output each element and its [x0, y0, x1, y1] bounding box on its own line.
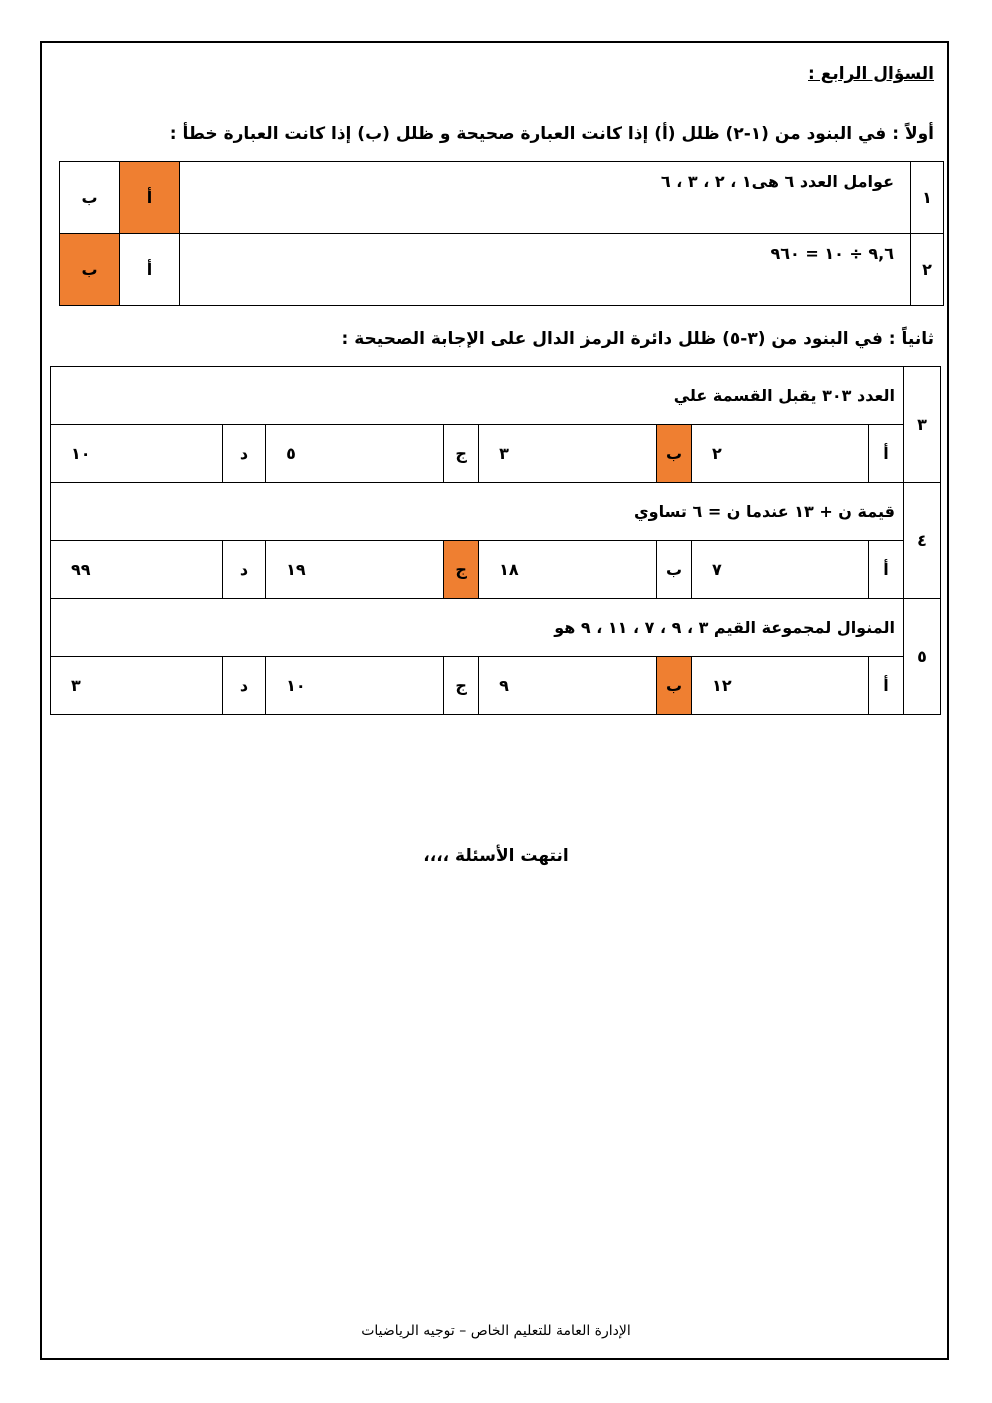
statement: عوامل العدد ٦ هى١ ، ٢ ، ٣ ، ٦ [180, 162, 911, 234]
option-value-a: ٢ [692, 425, 869, 483]
option-letter-a[interactable]: أ [869, 657, 904, 715]
end-of-questions: انتهت الأسئلة ،،،، [423, 846, 569, 866]
tf-row-2 [60, 234, 944, 306]
option-letter-d[interactable]: د [222, 425, 265, 483]
tf-row-1 [60, 162, 944, 234]
option-value-c: ٥ [266, 425, 444, 483]
question-text: قيمة ن + ١٣ عندما ن = ٦ تساوي [51, 483, 904, 541]
item-number: ٤ [903, 483, 940, 599]
option-value-d: ٩٩ [51, 541, 223, 599]
mc-options-row-4 [51, 541, 941, 599]
option-value-b: ١٨ [479, 541, 657, 599]
option-b-cell[interactable]: ب [60, 234, 120, 306]
section1-instruction: أولاً : في البنود من (١-٢) ظلل (أ) إذا كانت العبارة صحيحة و ظلل (ب) إذا كانت العبارة خطأ : [169, 124, 934, 144]
option-letter-b[interactable]: ب [657, 541, 692, 599]
option-value-b: ٩ [479, 657, 657, 715]
option-a-cell[interactable]: أ [120, 234, 180, 306]
item-number: ٥ [903, 599, 940, 715]
option-letter-b[interactable]: ب [657, 657, 692, 715]
option-letter-a[interactable]: أ [869, 541, 904, 599]
option-letter-d[interactable]: د [222, 541, 265, 599]
true-false-table [59, 161, 944, 306]
option-value-c: ١٩ [266, 541, 444, 599]
option-letter-c[interactable]: ج [444, 657, 479, 715]
question-text: العدد ٣٠٣ يقبل القسمة علي [51, 367, 904, 425]
mc-question-row-3 [51, 367, 941, 425]
mc-options-row-3 [51, 425, 941, 483]
question-title: السؤال الرابع : [808, 64, 934, 84]
option-letter-c[interactable]: ج [444, 425, 479, 483]
option-value-d: ٣ [51, 657, 223, 715]
section2-instruction: ثانياً : في البنود من (٣-٥) ظلل دائرة الرمز الدال على الإجابة الصحيحة : [341, 329, 934, 349]
option-b-cell[interactable]: ب [60, 162, 120, 234]
option-value-b: ٣ [479, 425, 657, 483]
item-number: ٢ [911, 234, 944, 306]
option-value-a: ٧ [692, 541, 869, 599]
option-letter-b[interactable]: ب [657, 425, 692, 483]
multiple-choice-table [50, 366, 941, 715]
option-a-cell[interactable]: أ [120, 162, 180, 234]
statement: ٩,٦ ÷ ١٠ = ٩٦٠ [180, 234, 911, 306]
option-value-d: ١٠ [51, 425, 223, 483]
item-number: ٣ [903, 367, 940, 483]
option-letter-c[interactable]: ج [444, 541, 479, 599]
option-value-a: ١٢ [692, 657, 869, 715]
item-number: ١ [911, 162, 944, 234]
footer: الإدارة العامة للتعليم الخاص – توجيه الرياضيات [361, 1323, 631, 1339]
mc-options-row-5 [51, 657, 941, 715]
question-text: المنوال لمجموعة القيم ٣ ، ٩ ، ٧ ، ١١ ، ٩ هو [51, 599, 904, 657]
option-letter-a[interactable]: أ [869, 425, 904, 483]
option-letter-d[interactable]: د [222, 657, 265, 715]
option-value-c: ١٠ [266, 657, 444, 715]
mc-question-row-4 [51, 483, 941, 541]
mc-question-row-5 [51, 599, 941, 657]
